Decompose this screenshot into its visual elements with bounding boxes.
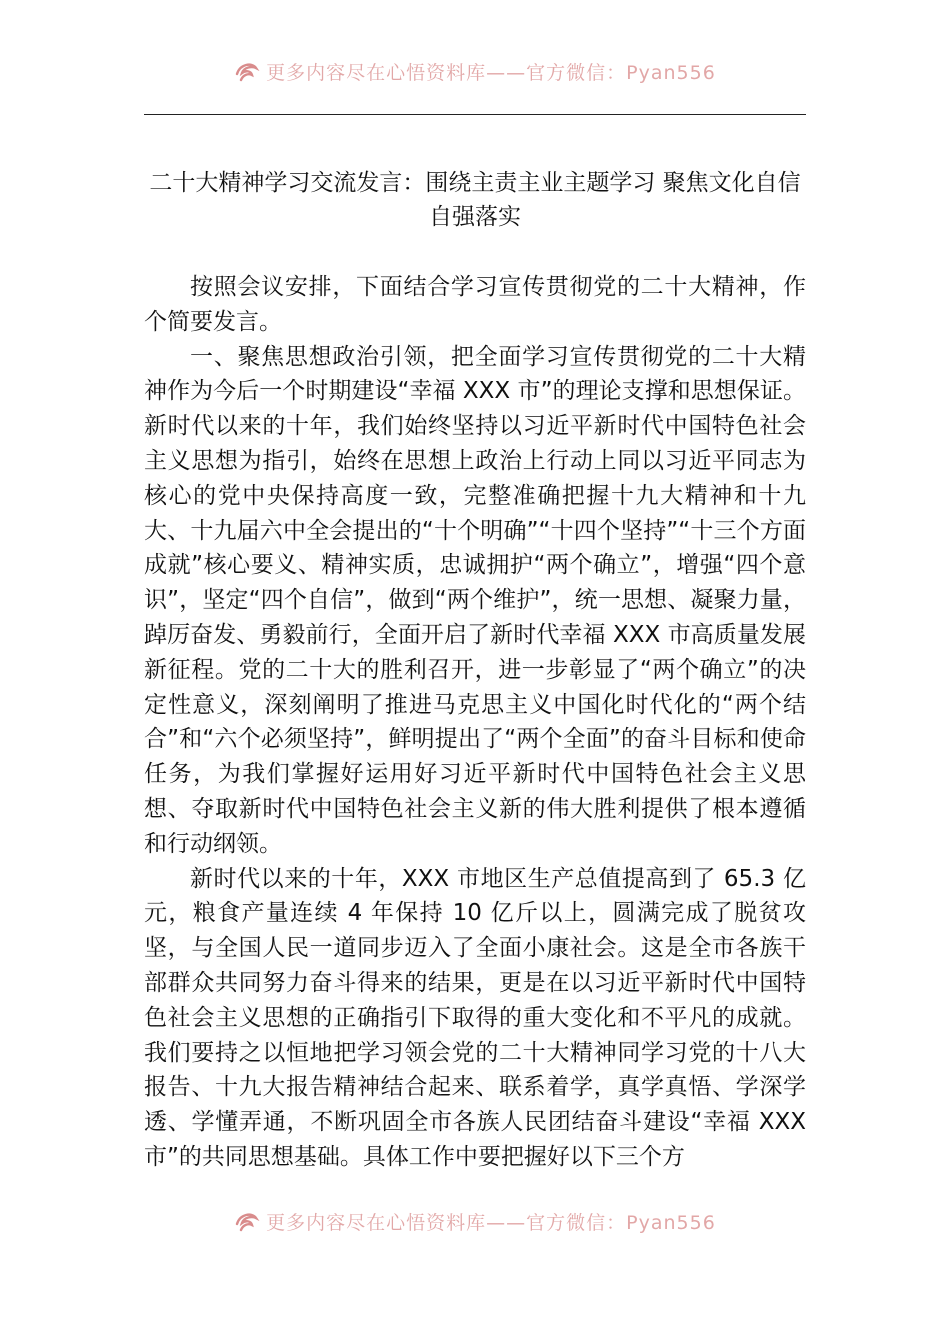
header-watermark [0,56,950,86]
body-paragraph: 按照会议安排，下面结合学习宣传贯彻党的二十大精神，作个简要发言。 [144,274,806,335]
swirl-logo-icon [234,60,260,82]
body-paragraph: 新时代以来的十年，XXX 市地区生产总值提高到了 65.3 亿元，粮食产量连续 4 年保持 10 亿斤以上，圆满完成了脱贫攻坚，与全国人民一道同步迈入了全面小康社会。这是全市各族干部群众共同努力奋斗得来的结果，更是在以习近平新时代中国特色社会主义思想的正确指引下取得的重大变化和不平凡的成就。我们要持之以恒地把学习领会党的二十大精神同学习党的十八大报告、十九大报告精神结合起来、联系着学，真学真悟、学深学透、学懂弄通，不断巩固全市各族人民团结奋斗建设“幸福 XXX 市”的共同思想基础。具体工作中要把握好以下三个方 [144,865,806,1170]
swirl-logo-icon [234,1210,260,1232]
watermark-text: 更多内容尽在心悟资料库——官方微信：Pyan556 [266,61,716,84]
footer-watermark [0,1206,950,1236]
body-paragraph: 一、聚焦思想政治引领，把全面学习宣传贯彻党的二十大精神作为今后一个时期建设“幸福 XXX 市”的理论支撑和思想保证。新时代以来的十年，我们始终坚持以习近平新时代中国特色社会主义思想为指引，始终在思想上政治上行动上同以习近平同志为核心的党中央保持高度一致，完整准确把握十九大精神和十九大、十九届六中全会提出的“十个明确”“十四个坚持”“十三个方面成就”核心要义、精神实质，忠诚拥护“两个确立”，增强“四个意识”，坚定“四个自信”，做到“两个维护”，统一思想、凝聚力量，踔厉奋发、勇毅前行，全面开启了新时代幸福 XXX 市高质量发展新征程。党的二十大的胜利召开，进一步彰显了“两个确立”的决定性意义，深刻阐明了推进马克思主义中国化时代化的“两个结合”和“六个必须坚持”，鲜明提出了“两个全面”的奋斗目标和使命任务，为我们掌握好运用好习近平新时代中国特色社会主义思想、夺取新时代中国特色社会主义新的伟大胜利提供了根本遵循和行动纲领。 [144,343,806,857]
document-body [144,270,806,1175]
header-divider [144,114,806,115]
watermark-text: 更多内容尽在心悟资料库——官方微信：Pyan556 [266,1211,716,1234]
document-title: 二十大精神学习交流发言：围绕主责主业主题学习 聚焦文化自信自强落实 [149,170,801,230]
